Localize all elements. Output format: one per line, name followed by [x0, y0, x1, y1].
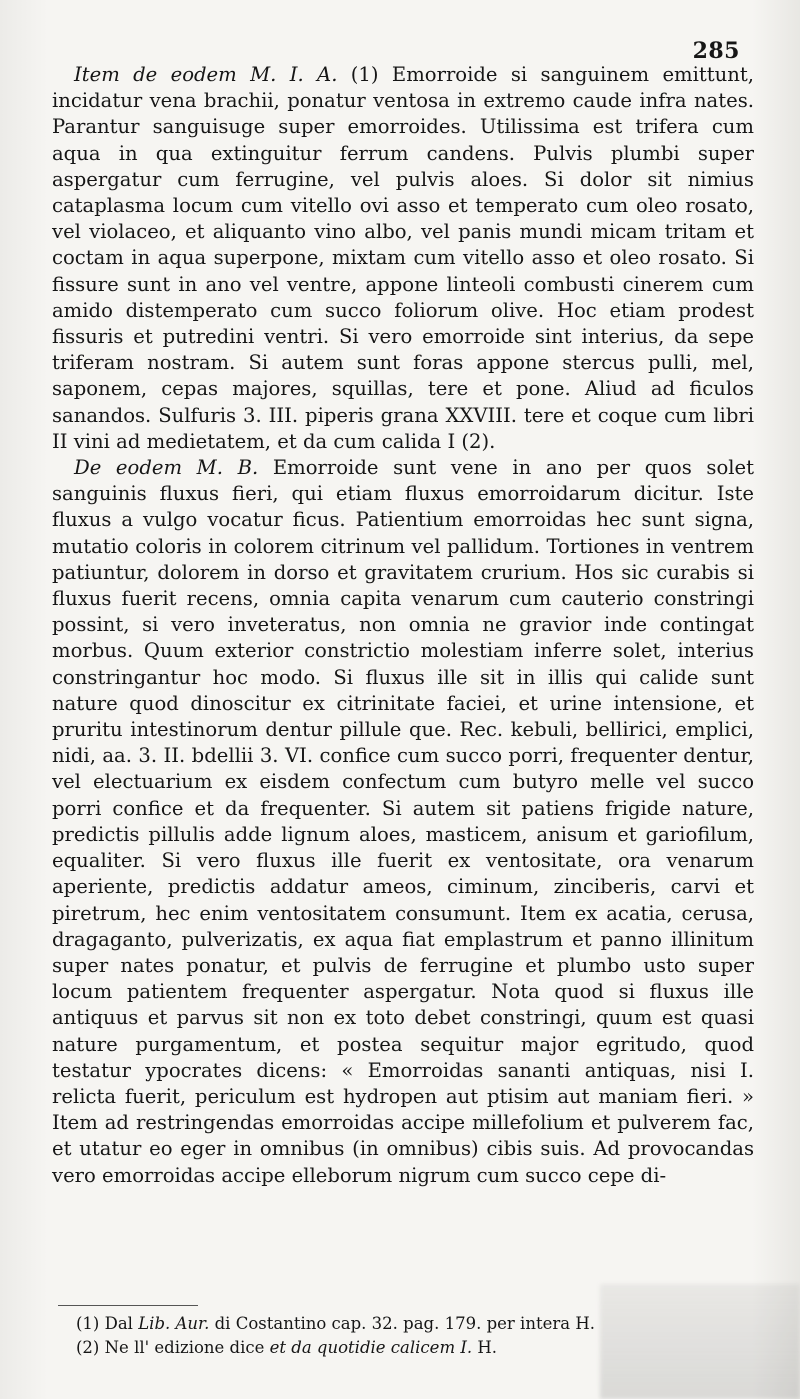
- footnote-text: (1) Dal: [76, 1314, 139, 1333]
- paragraph-lead: Item de eodem M. I. A.: [74, 63, 338, 86]
- footnote-rule: [58, 1305, 198, 1306]
- footnote-italic: Lib. Aur.: [138, 1314, 210, 1333]
- body-text: [52, 62, 754, 1189]
- footnote-1: [76, 1312, 766, 1336]
- paragraph-text: (1) Emorroide si sanguinem emittunt, incidatur vena brachii, ponatur ventosa in extremo caude infra nates. Parantur sanguisuge super emorroides. Utilissima est trifera cum aqua in qua extinguitur ferrum candens. Pulvis plumbi super aspergatur cum ferrugine, vel pulvis aloes. Si dolor sit nimius cataplasma locum cum vitello ovi asso et temperato cum oleo rosato, vel violaceo, et aliquanto vino albo, vel panis mundi micam tritam et coctam in aqua superpone, mixtam cum vitello asso et oleo rosato. Si fissure sunt in ano vel ventre, appone linteoli combusti cinerem cum amido distemperato cum succo foliorum olive. Hoc etiam prodest fissuris et putredini ventri. Si vero emorroide sint interius, da sepe triferam nostram. Si autem sunt foras appone stercus pulli, mel, saponem, cepas majores, squillas, tere et pone. Aliud ad ficulos sanandos. Sulfuris 3. III. piperis grana XXVIII. tere et coque cum libri II vini ad medietatem, et da cum calida I (2).: [52, 63, 754, 453]
- paragraph-lead: De eodem M. B.: [74, 456, 259, 480]
- footnote-text: (2) Ne ll' edizione dice: [76, 1338, 270, 1357]
- footnote-text: di Costantino cap. 32. pag. 179. per intera H.: [209, 1314, 595, 1333]
- page-number: 285: [692, 38, 740, 64]
- footnote-text: H.: [472, 1338, 497, 1357]
- footnote-2: [76, 1336, 766, 1360]
- footnote-italic: et da quotidie calicem I.: [269, 1338, 473, 1357]
- footnotes: [76, 1312, 766, 1360]
- paragraph-text: Emorroide sunt vene in ano per quos solet sanguinis fluxus fieri, qui etiam fluxus emorroidarum dicitur. Iste fluxus a vulgo vocatur ficus. Patientium emorroidas hec sunt signa, mutatio coloris in colorem citrinum vel pallidum. Tortiones in ventrem patiuntur, dolorem in dorso et gravitatem crurium. Hos sic curabis si fluxus fuerit recens, omnia capita venarum cum cauterio constringi possint, si vero inveteratus, non omnia ne gravior inde contingat morbus. Quum exterior constrictio molestiam inferre solet, interius constringantur hoc modo. Si fluxus ille sit in illis qui calide sunt nature quod dinoscitur ex citrinitate faciei, et urine intensione, et pruritu intestinorum dentur pillule que. Rec. kebuli, bellirici, emplici, nidi, aa. 3. II. bdellii 3. VI. confice cum succo porri, frequenter dentur, vel electuarium ex eisdem confectum cum butyro melle vel succo porri confice et da frequenter. Si autem sit patiens frigide nature, predictis pillulis adde lignum aloes, masticem, anisum et gariofilum, equaliter. Si vero fluxus ille fuerit ex ventositate, ora venarum aperiente, predictis addatur ameos, ciminum, zinciberis, carvi et piretrum, hec enim ventositatem consumunt. Item ex acatia, cerusa, dragaganto, pulverizatis, ex aqua fiat emplastrum et panno illinitum super nates ponatur, et pulvis de ferrugine et plumbo usto super locum patientem frequenter aspergatur. Nota quod si fluxus ille antiquus et parvus sit non ex toto debet constringi, quum est quasi nature purgamentum, et postea sequitur major egritudo, quod testatur ypocrates dicens: « Emorroidas sananti antiquas, nisi I. relicta fuerit, periculum est hydropen aut ptisim aut maniam fieri. » Item ad restringendas emorroidas accipe millefolium et pulverem fac, et utatur eo eger in omnibus (in omnibus) cibis suis. Ad provocandas vero emorroidas accipe elleborum nigrum cum succo cepe di-: [52, 456, 754, 1187]
- paragraph-de-eodem-mb: [52, 455, 754, 1189]
- paragraph-item-de-eodem-mia: [52, 62, 754, 455]
